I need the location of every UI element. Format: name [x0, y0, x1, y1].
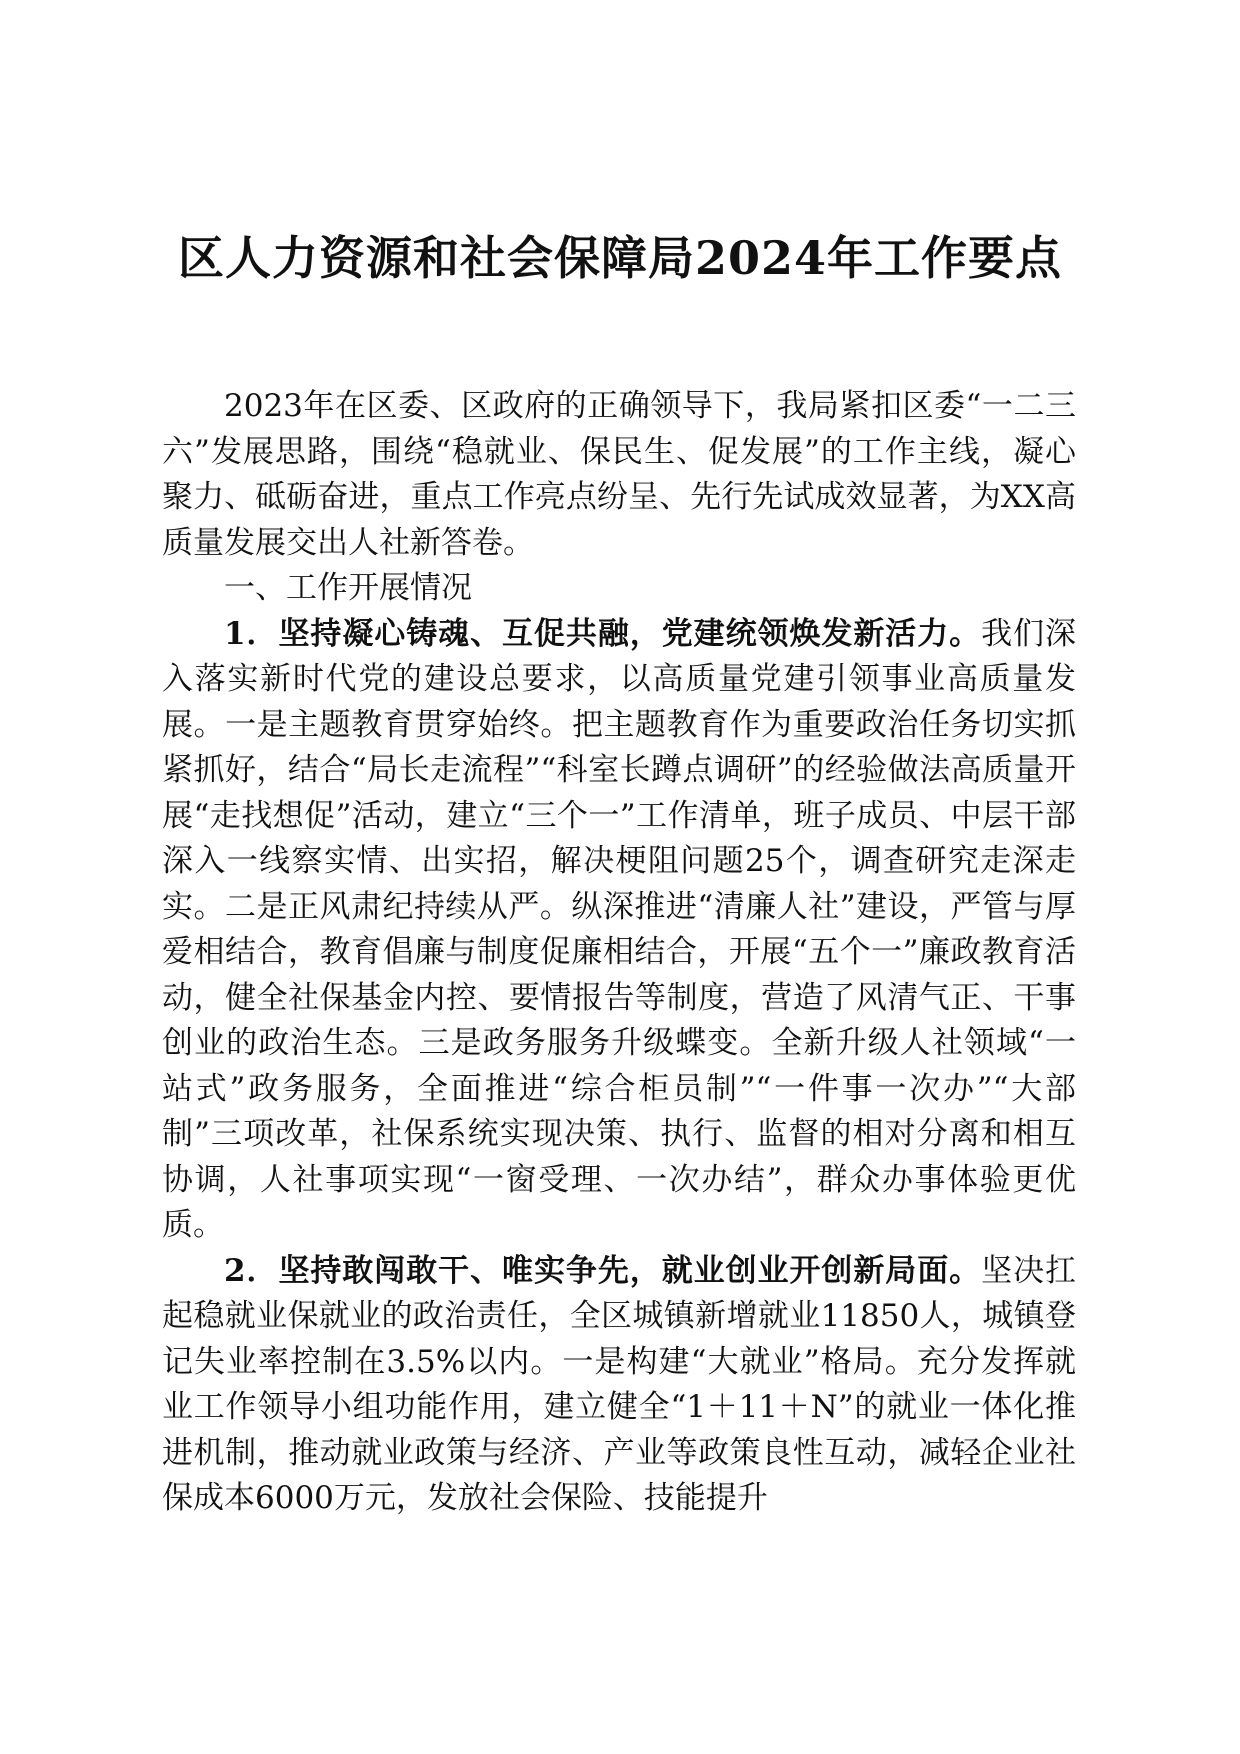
item-2-paragraph	[162, 1249, 1076, 1522]
document-title: 区人力资源和社会保障局2024年工作要点	[177, 231, 1063, 285]
document-body	[162, 384, 1076, 1522]
item-2-text: 坚决扛起稳就业保就业的政治责任，全区城镇新增就业11850人，城镇登记失业率控制在3.5%以内。一是构建“大就业”格局。充分发挥就业工作领导小组功能作用，建立健全“1＋11＋N”的就业一体化推进机制，推动就业政策与经济、产业等政策良性互动，减轻企业社保成本6000万元，发放社会保险、技能提升	[162, 1252, 1077, 1516]
item-1-text: 我们深入落实新时代党的建设总要求，以高质量党建引领事业高质量发展。一是主题教育贯穿始终。把主题教育作为重要政治任务切实抓紧抓好，结合“局长走流程”“科室长蹲点调研”的经验做法高质量开展“走找想促”活动，建立“三个一”工作清单，班子成员、中层干部深入一线察实情、出实招，解决梗阻问题25个，调查研究走深走实。二是正风肃纪持续从严。纵深推进“清廉人社”建设，严管与厚爱相结合，教育倡廉与制度促廉相结合，开展“五个一”廉政教育活动，健全社保基金内控、要情报告等制度，营造了风清气正、干事创业的政治生态。三是政务服务升级蝶变。全新升级人社领域“一站式”政务服务，全面推进“综合柜员制”“一件事一次办”“大部制”三项改革，社保系统实现决策、执行、监督的相对分离和相互协调，人社事项实现“一窗受理、一次办结”，群众办事体验更优质。	[162, 615, 1077, 1243]
item-1-lead: 1．坚持凝心铸魂、互促共融，党建统领焕发新活力。	[224, 615, 982, 652]
intro-paragraph: 2023年在区委、区政府的正确领导下，我局紧扣区委“一二三六”发展思路，围绕“稳就业、保民生、促发展”的工作主线，凝心聚力、砥砺奋进，重点工作亮点纷呈、先行先试成效显著，为XX高质量发展交出人社新答卷。	[162, 388, 1076, 561]
section-heading: 一、工作开展情况	[224, 570, 472, 606]
item-2-lead: 2．坚持敢闯敢干、唯实争先，就业创业开创新局面。	[224, 1252, 982, 1289]
item-1-paragraph	[162, 612, 1076, 1249]
